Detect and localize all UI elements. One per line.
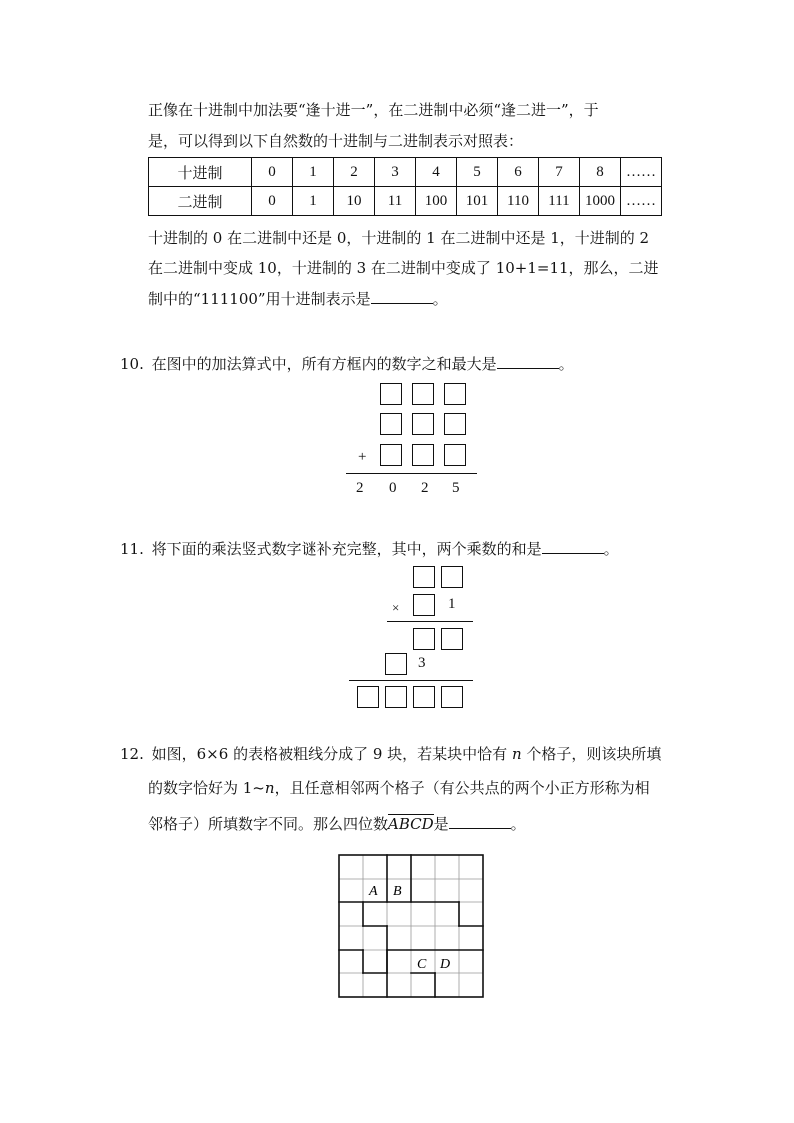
table-cell: 10 — [334, 187, 375, 216]
question-11 — [120, 539, 619, 559]
question-number: 12. — [120, 745, 144, 763]
table-row-label: 二进制 — [149, 187, 252, 216]
variable-n: n — [264, 779, 275, 797]
table-cell: 1 — [293, 187, 334, 216]
digit-box[interactable] — [413, 566, 435, 588]
grid-label-c: C — [417, 957, 427, 972]
digit-box[interactable] — [441, 566, 463, 588]
result-digit: 2 — [356, 480, 364, 496]
table-cell: 4 — [416, 158, 457, 187]
digit-box[interactable] — [444, 413, 466, 435]
question-text: 在图中的加法算式中，所有方框内的数字之和最大是 — [151, 355, 497, 373]
table-cell: 0 — [252, 187, 293, 216]
answer-blank[interactable] — [497, 354, 559, 369]
table-cell: 111 — [539, 187, 580, 216]
question-10 — [120, 354, 574, 374]
table-cell: 110 — [498, 187, 539, 216]
table-cell: 6 — [498, 158, 539, 187]
digit-box[interactable] — [441, 628, 463, 650]
table-cell: 8 — [580, 158, 621, 187]
question-number: 10. — [120, 355, 144, 373]
table-cell: 2 — [334, 158, 375, 187]
result-digit: 5 — [452, 480, 460, 496]
intro-line-2: 是，可以得到以下自然数的十进制与二进制表示对照表： — [148, 132, 524, 150]
table-row-label: 十进制 — [149, 158, 252, 187]
table-row — [149, 187, 662, 216]
grid-figure — [336, 852, 486, 1000]
table-cell: 100 — [416, 187, 457, 216]
given-digit: 1 — [448, 596, 456, 612]
digit-box[interactable] — [412, 444, 434, 466]
digit-box[interactable] — [412, 413, 434, 435]
intro-line-5 — [148, 289, 448, 309]
question-text: 邻格子）所填数字不同。那么四位数 — [148, 815, 389, 833]
digit-box[interactable] — [412, 383, 434, 405]
result-digit: 2 — [421, 480, 429, 496]
result-digit: 0 — [389, 480, 397, 496]
grid-label-a: A — [369, 884, 378, 899]
question-text: 的数字恰好为 1~ — [148, 779, 265, 797]
table-cell: 7 — [539, 158, 580, 187]
table-cell: 5 — [457, 158, 498, 187]
answer-blank[interactable] — [371, 289, 433, 304]
sum-line — [346, 473, 477, 474]
question-text: 如图，6×6 的表格被粗线分成了 9 块，若某块中恰有 — [151, 745, 508, 763]
table-row — [149, 158, 662, 187]
digit-box[interactable] — [357, 686, 379, 708]
digit-box[interactable] — [380, 383, 402, 405]
table-cell: 3 — [375, 158, 416, 187]
decimal-binary-table — [148, 157, 662, 216]
table-cell: 1 — [293, 158, 334, 187]
digit-box[interactable] — [380, 444, 402, 466]
digit-box[interactable] — [441, 686, 463, 708]
product-line — [387, 621, 473, 622]
question-12-line-3 — [148, 814, 526, 834]
intro-line-4: 在二进制中变成 10，十进制的 3 在二进制中变成了 10+1=11，那么，二进 — [148, 259, 659, 277]
question-text: ，且任意相邻两个格子（有公共点的两个小正方形称为相 — [274, 779, 650, 797]
question-end: 。 — [603, 540, 619, 558]
digit-box[interactable] — [380, 413, 402, 435]
digit-box[interactable] — [385, 653, 407, 675]
question-number: 11. — [120, 540, 144, 558]
variable-n: n — [511, 745, 522, 763]
digit-box[interactable] — [413, 628, 435, 650]
total-line — [349, 680, 473, 681]
question-12-line-1 — [120, 744, 661, 764]
table-cell: …… — [621, 158, 662, 187]
digit-box[interactable] — [444, 444, 466, 466]
answer-blank[interactable] — [542, 539, 604, 554]
plus-sign: + — [358, 449, 367, 465]
question-text: 是 — [433, 815, 449, 833]
digit-box[interactable] — [444, 383, 466, 405]
table-cell: 11 — [375, 187, 416, 216]
digit-box[interactable] — [413, 594, 435, 616]
table-cell: 1000 — [580, 187, 621, 216]
question-text: 个格子，则该块所填 — [526, 745, 662, 763]
four-digit-number: ABCD — [388, 815, 434, 833]
intro-line-5-end: 。 — [432, 290, 448, 308]
answer-blank[interactable] — [449, 814, 511, 829]
intro-line-3: 十进制的 0 在二进制中还是 0，十进制的 1 在二进制中还是 1，十进制的 2 — [148, 229, 650, 247]
intro-line-5-text: 制中的“111100”用十进制表示是 — [148, 290, 371, 308]
digit-box[interactable] — [413, 686, 435, 708]
question-end: 。 — [510, 815, 526, 833]
table-cell: …… — [621, 187, 662, 216]
grid-label-d: D — [440, 957, 451, 972]
intro-line-1: 正像在十进制中加法要“逢十进一”，在二进制中必须“逢二进一”，于 — [148, 101, 599, 119]
question-end: 。 — [558, 355, 574, 373]
question-12-line-2 — [148, 778, 650, 798]
table-cell: 101 — [457, 187, 498, 216]
table-cell: 0 — [252, 158, 293, 187]
grid-label-b: B — [393, 884, 402, 899]
question-text: 将下面的乘法竖式数字谜补充完整，其中，两个乘数的和是 — [151, 540, 542, 558]
given-digit: 3 — [418, 655, 426, 671]
digit-box[interactable] — [385, 686, 407, 708]
times-sign: × — [392, 600, 400, 615]
